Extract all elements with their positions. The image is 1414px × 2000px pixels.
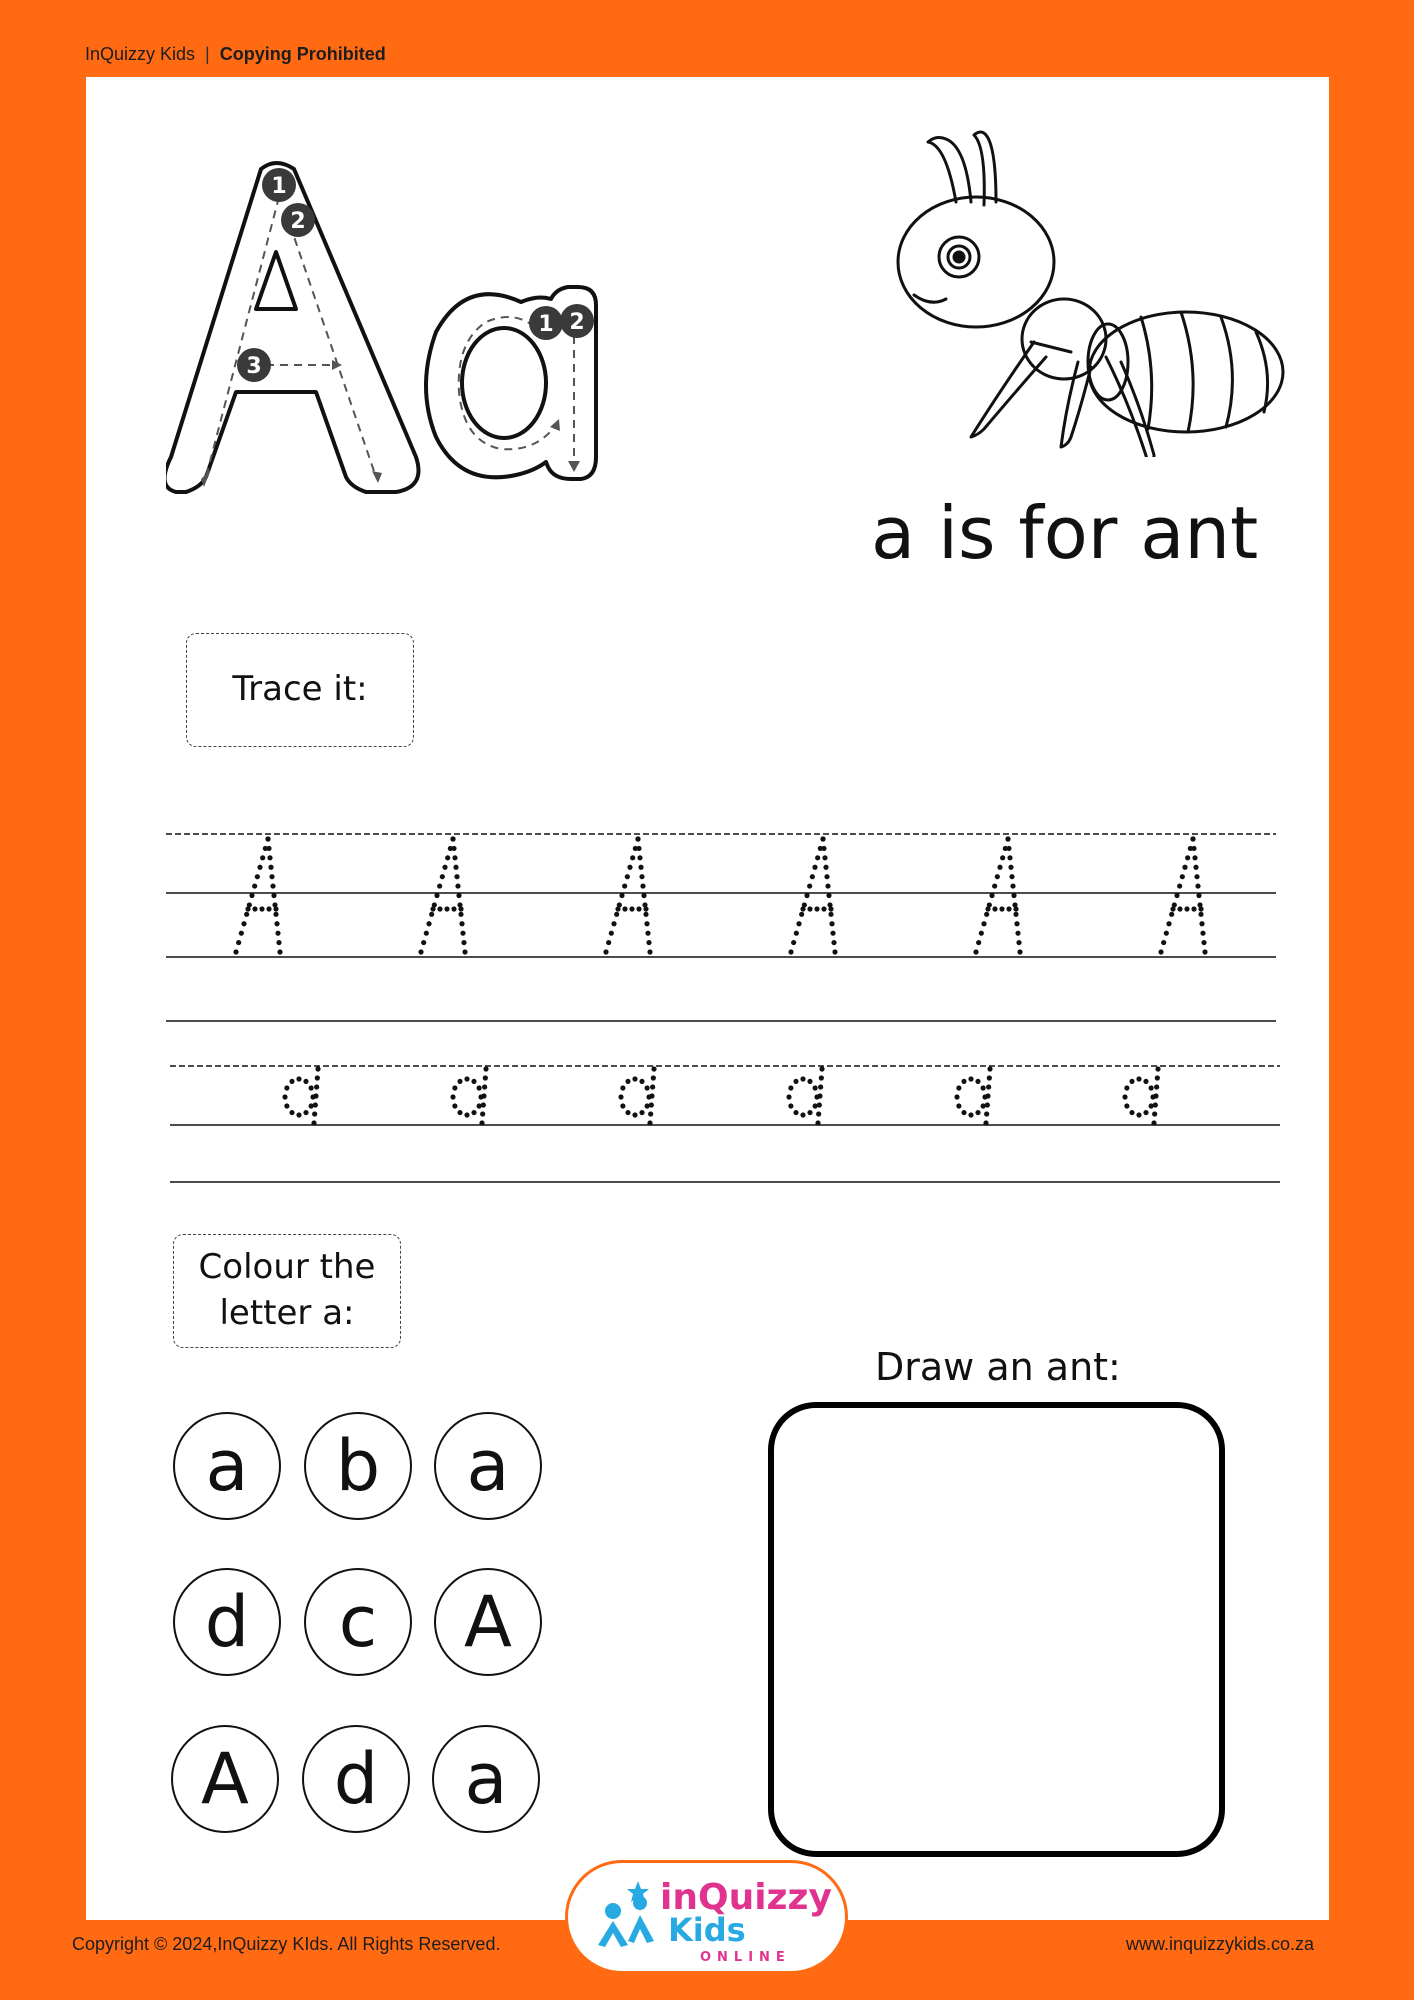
stroke-number-2: 2	[290, 209, 306, 234]
traced-letter-lowercase	[1122, 1066, 1160, 1125]
traced-letter-uppercase	[603, 836, 652, 954]
colour-circle[interactable]: d	[302, 1725, 410, 1833]
trace-label: Trace it:	[186, 633, 414, 747]
uppercase-trace-row	[233, 836, 1207, 954]
traced-letter-uppercase	[233, 836, 282, 954]
traced-letter-uppercase	[788, 836, 837, 954]
inquizzy-logo	[565, 1860, 848, 1974]
brand-name: InQuizzy Kids	[85, 44, 196, 64]
colour-circle[interactable]: c	[304, 1568, 412, 1676]
draw-area[interactable]	[768, 1402, 1225, 1857]
colour-circle[interactable]: A	[171, 1725, 279, 1833]
colour-circle[interactable]: A	[434, 1568, 542, 1676]
header-separator: |	[205, 44, 210, 64]
colour-label-line2: letter a:	[219, 1293, 355, 1333]
traced-letter-uppercase	[418, 836, 467, 954]
colour-label	[173, 1234, 401, 1348]
logo-word-2: Kids	[668, 1911, 746, 1949]
header	[85, 44, 386, 65]
traced-letter-lowercase	[786, 1066, 824, 1125]
logo-mark	[568, 1863, 845, 1971]
traced-letter-lowercase	[450, 1066, 488, 1125]
ant-illustration	[886, 117, 1286, 457]
logo-word-1: inQuizzy	[660, 1877, 832, 1918]
logo-word-3: ONLINE	[700, 1950, 791, 1965]
colour-label-line1: Colour the	[198, 1247, 376, 1288]
letter-stroke-guide	[166, 157, 726, 647]
stroke-number-a1: 1	[538, 312, 554, 337]
stroke-number-a2: 2	[569, 310, 585, 335]
worksheet	[86, 77, 1329, 1920]
traced-letter-uppercase	[1158, 836, 1207, 954]
stroke-number-3: 3	[246, 354, 262, 379]
draw-label: Draw an ant:	[875, 1345, 1121, 1389]
colour-circle[interactable]: a	[432, 1725, 540, 1833]
stroke-number-1: 1	[271, 174, 287, 199]
traced-letter-uppercase	[973, 836, 1022, 954]
copy-notice: Copying Prohibited	[219, 44, 386, 64]
traced-letter-lowercase	[618, 1066, 656, 1125]
lowercase-trace-row	[282, 1066, 1160, 1125]
copyright: Copyright © 2024,InQuizzy KIds. All Rights Reserved.	[72, 1934, 501, 1954]
website-link[interactable]: www.inquizzykids.co.za	[1126, 1934, 1315, 1954]
colour-circle[interactable]: d	[173, 1568, 281, 1676]
traced-letter-lowercase	[954, 1066, 992, 1125]
hero-caption: a is for ant	[871, 491, 1259, 575]
colour-circle[interactable]: b	[304, 1412, 412, 1520]
colour-circle[interactable]: a	[434, 1412, 542, 1520]
colour-circle[interactable]: a	[173, 1412, 281, 1520]
trace-lines	[166, 797, 1286, 1267]
traced-letter-lowercase	[282, 1066, 320, 1125]
